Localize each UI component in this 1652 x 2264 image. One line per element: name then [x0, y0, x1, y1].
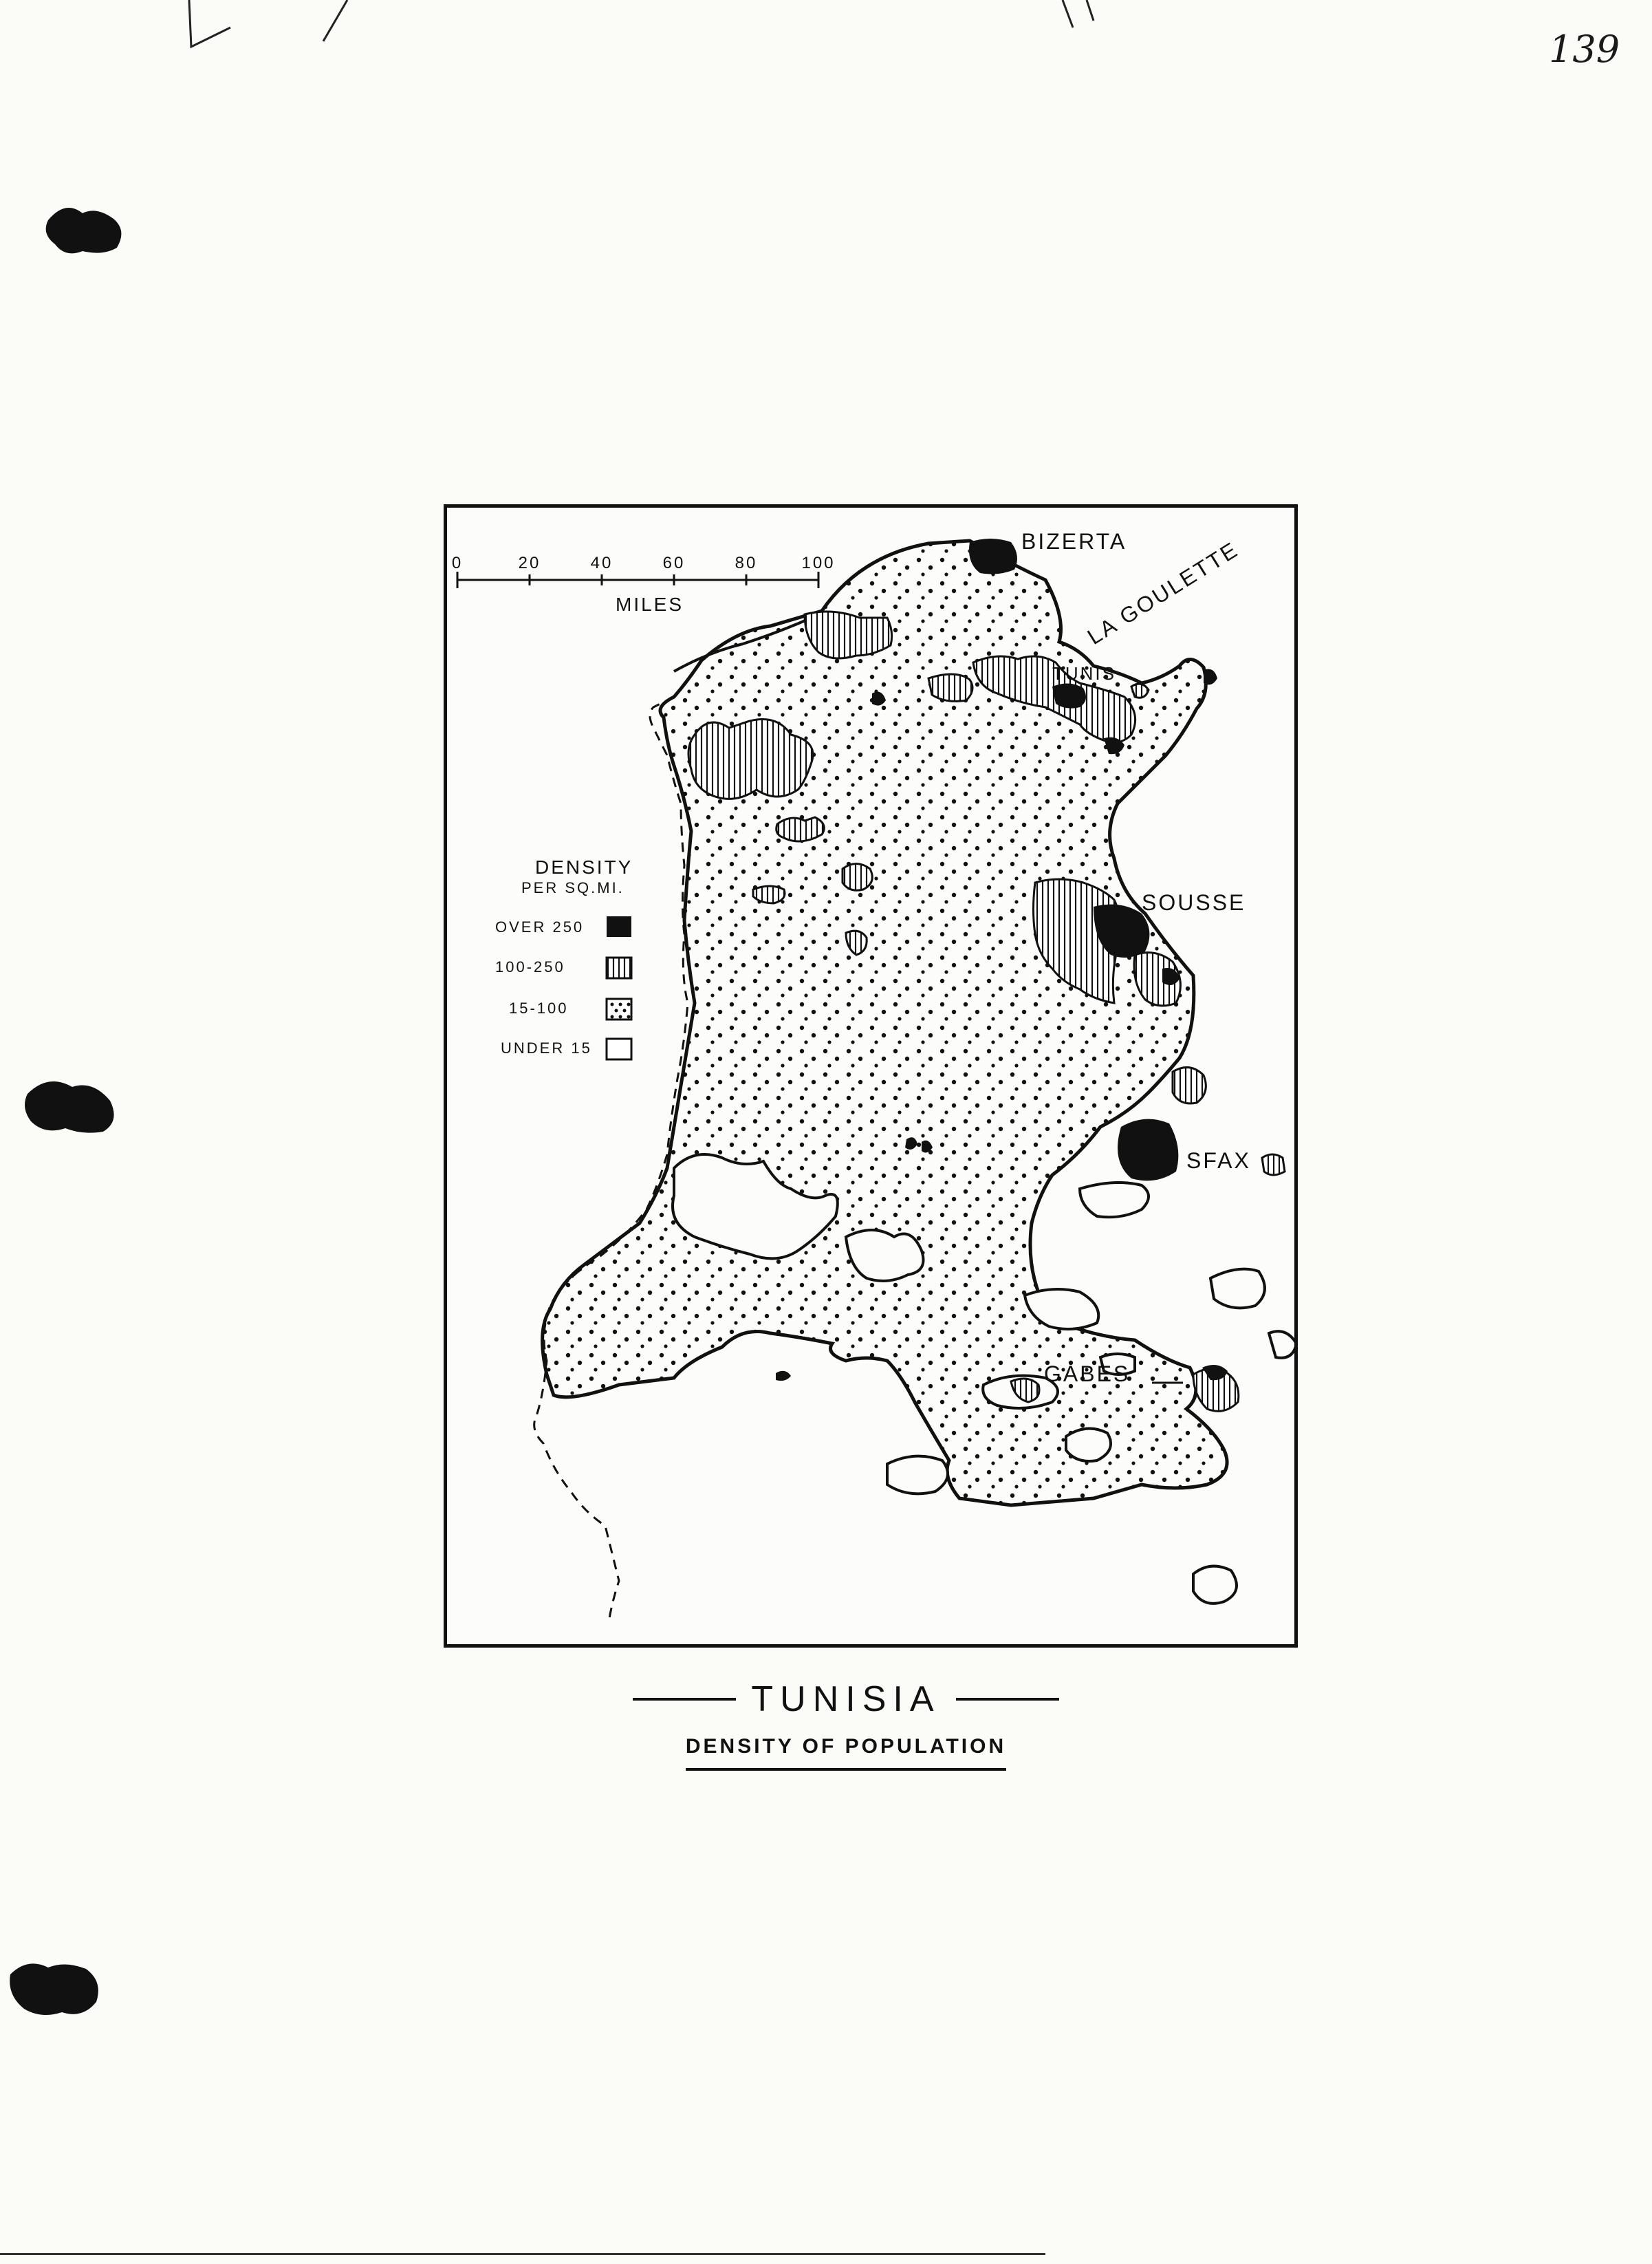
- legend-label-under-15: UNDER 15: [501, 1039, 592, 1057]
- scale-tick-label: 0: [451, 554, 464, 572]
- legend-title: DENSITY: [535, 856, 633, 878]
- legend-swatch-over-250: [607, 916, 631, 937]
- density-over-250-area: [1052, 683, 1086, 708]
- density-over-250-area: [1204, 669, 1217, 685]
- smudge-mark: [25, 1081, 114, 1133]
- sparse-area: [1066, 1429, 1111, 1461]
- legend-label-over-250: OVER 250: [495, 918, 585, 936]
- caption-title-row: [633, 1679, 1058, 1720]
- density-100-250-area: [776, 817, 825, 841]
- sparse-area: [887, 1456, 948, 1494]
- city-label-gabes: GABES: [1044, 1361, 1131, 1386]
- sparse-area: [1193, 1566, 1237, 1604]
- page-bottom-rule: [0, 2253, 1045, 2255]
- scale-tick-label: 40: [590, 554, 613, 572]
- scale-tick-label: 100: [801, 554, 836, 572]
- tunisia-map: [447, 508, 1294, 1644]
- scale-bar: [457, 572, 818, 588]
- title-rule-left: [633, 1698, 736, 1701]
- city-label-sousse: SOUSSE: [1142, 890, 1246, 915]
- map-frame: [444, 504, 1298, 1648]
- corner-stroke: [1063, 0, 1094, 28]
- density-100-250-area: [805, 612, 892, 658]
- density-100-250-area: [1262, 1154, 1285, 1175]
- title-rule-right: [956, 1698, 1059, 1701]
- corner-stroke: [189, 0, 230, 47]
- city-label-tunis: TUNIS: [1052, 663, 1116, 684]
- city-label-bizerta: BIZERTA: [1021, 529, 1127, 554]
- coastal-water: [1210, 1269, 1265, 1308]
- density-100-250-area: [843, 864, 872, 891]
- border-line: [534, 697, 688, 1622]
- legend: [495, 856, 633, 1059]
- legend-label-15-100: 15-100: [509, 1000, 569, 1017]
- city-label-sfax: SFAX: [1186, 1148, 1251, 1173]
- legend-label-100-250: 100-250: [495, 958, 565, 975]
- caption-subtitle: DENSITY OF POPULATION: [686, 1735, 1006, 1771]
- caption-title: TUNISIA: [751, 1679, 941, 1719]
- scale-tick-label: 60: [662, 554, 686, 572]
- scale-tick-label: 80: [735, 554, 758, 572]
- density-100-250-area: [928, 674, 972, 701]
- density-over-250-area: [1118, 1119, 1178, 1181]
- scale-tick-label: 20: [518, 554, 541, 572]
- density-100-250-area: [753, 886, 785, 903]
- coastal-water: [1269, 1331, 1294, 1358]
- corner-stroke: [323, 0, 347, 41]
- smudge-mark: [10, 1963, 98, 2015]
- sparse-area: [1080, 1183, 1149, 1217]
- density-over-250-area: [969, 539, 1017, 574]
- page-number: 139: [1549, 28, 1620, 71]
- legend-swatch-under-15: [607, 1039, 631, 1059]
- density-100-250-area: [1173, 1068, 1206, 1103]
- smudge-mark: [46, 208, 122, 253]
- scale-unit: MILES: [616, 594, 684, 615]
- legend-swatch-100-250: [607, 958, 631, 978]
- city-label-la-goulette: LA GOULETTE: [1083, 537, 1243, 649]
- density-100-250-area: [1131, 684, 1149, 698]
- density-over-250-area: [776, 1371, 791, 1381]
- legend-subtitle: PER SQ.MI.: [521, 879, 624, 896]
- caption: [612, 1679, 1080, 1771]
